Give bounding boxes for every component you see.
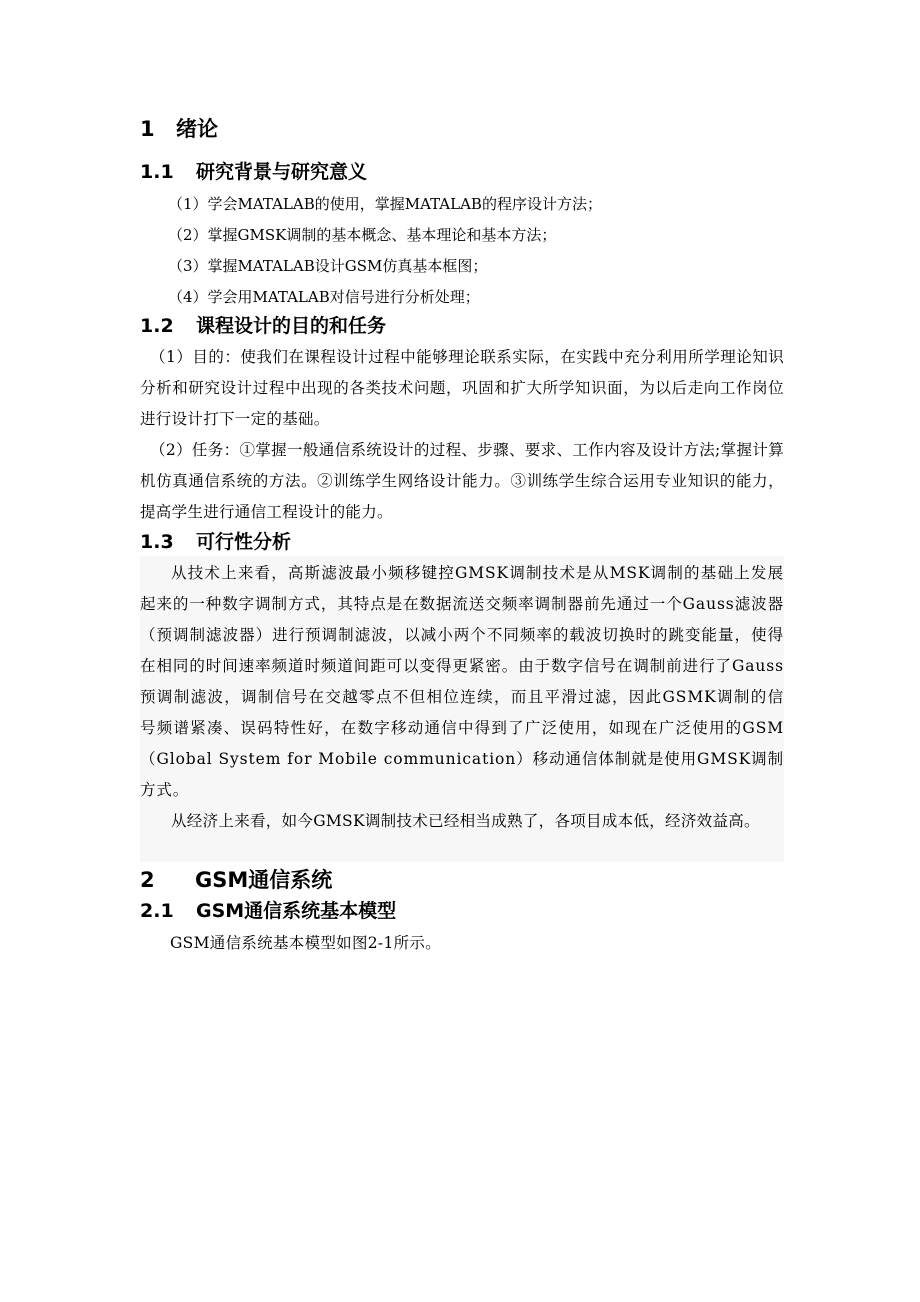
list-item: （2）掌握GMSK调制的基本概念、基本理论和基本方法； [168,226,557,244]
paragraph-figure-reference: GSM通信系统基本模型如图2-1所示。 [170,934,442,952]
heading-title: GSM通信系统基本模型 [196,900,397,922]
heading-number: 2.1 [140,900,174,922]
paragraph-technical-feasibility: 从技术上来看，高斯滤波最小频移键控GMSK调制技术是从MSK调制的基础上发展起来的一种数字调制方式，其特点是在数据流送交频率调制器前先通过一个Gauss滤波器（预调制滤波器）进行预调制滤波，以减小两个不同频率的载波切换时的跳变能量，使得在相同的时间速率频道时频道间距可以变得更紧密。由于数字信号在调制前进行了Gauss预调制滤波，调制信号在交越零点不但相位连续，而且平滑过滤，因此GSMK调制的信号频谱紧凑、误码特性好，在数字移动通信中得到了广泛使用，如现在广泛使用的GSM（Global System for Mobile communication）移动通信体制就是使用GMSK调制方式。 [140,564,784,799]
heading-number: 1 [140,117,155,141]
heading-title: 研究背景与研究意义 [196,161,368,183]
list-item: （4）学会用MATALAB对信号进行分析处理； [168,288,480,306]
heading-title: GSM通信系统 [195,868,333,892]
objective-list [140,189,784,313]
heading-section-1-1 [140,158,784,186]
heading-number: 2 [140,868,155,892]
paragraph-task: （2）任务：①掌握一般通信系统设计的过程、步骤、要求、工作内容及设计方法;掌握计算机仿真通信系统的方法。②训练学生网络设计能力。③训练学生综合运用专业知识的能力，提高学生进行通信工程设计的能力。 [140,441,784,521]
paragraph-economic-feasibility: 从经济上来看，如今GMSK调制技术已经相当成熟了，各项目成本低，经济效益高。 [171,812,760,830]
heading-title: 课程设计的目的和任务 [196,315,387,337]
heading-chapter-1 [140,114,784,144]
heading-number: 1.3 [140,531,174,553]
heading-chapter-2 [140,865,784,895]
heading-section-2-1 [140,897,784,925]
heading-number: 1.1 [140,161,174,183]
list-item: （3）掌握MATALAB设计GSM仿真基本框图； [168,257,488,275]
heading-section-1-3 [140,528,784,556]
heading-section-1-2 [140,312,784,340]
heading-title: 绪论 [176,117,218,141]
heading-title: 可行性分析 [196,531,292,553]
heading-number: 1.2 [140,315,174,337]
list-item: （1）学会MATALAB的使用，掌握MATALAB的程序设计方法； [168,195,602,213]
paragraph-purpose: （1）目的：使我们在课程设计过程中能够理论联系实际，在实践中充分利用所学理论知识分析和研究设计过程中出现的各类技术问题，巩固和扩大所学知识面，为以后走向工作岗位进行设计打下一定的基础。 [140,348,784,428]
